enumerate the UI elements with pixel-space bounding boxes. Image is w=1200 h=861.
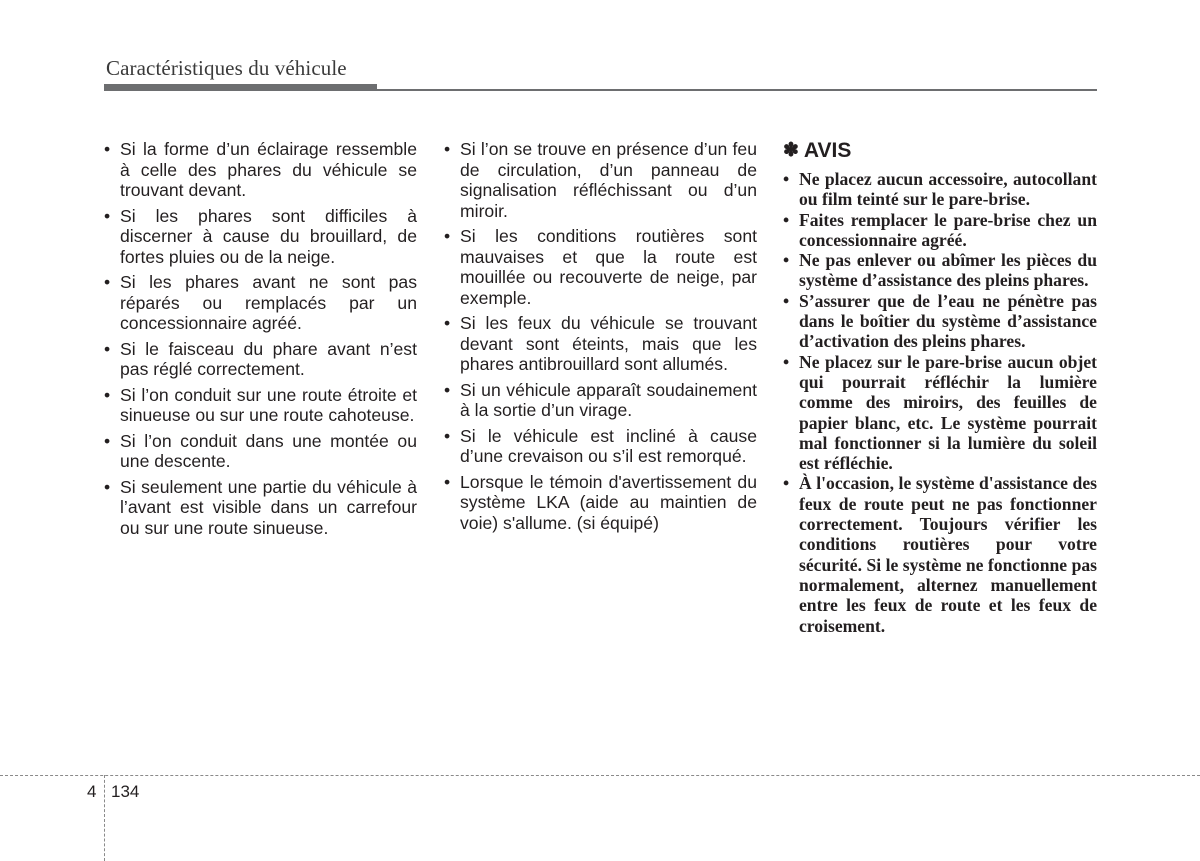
notice-box xyxy=(783,139,1097,636)
notice-heading xyxy=(783,139,1097,163)
list-item: • Si seulement une partie du véhicule à l’avant est visible dans un carrefour ou sur une route sinueuse. xyxy=(104,477,417,539)
list-item: • Si un véhicule apparaît soudainement à la sortie d’un virage. xyxy=(444,380,757,421)
notice-item: • S’assurer que de l’eau ne pénètre pas dans le boîtier du système d’assistance d’activation des pleins phares. xyxy=(783,291,1097,352)
asterisk-icon: ✽ xyxy=(783,140,799,161)
list-item: • Lorsque le témoin d'avertissement du système LKA (aide au maintien de voie) s'allume. (si équipé) xyxy=(444,472,757,534)
page-header-title: Caractéristiques du véhicule xyxy=(106,56,347,80)
footer-margin-line xyxy=(104,775,105,861)
bullet-list-middle xyxy=(444,139,757,533)
column-left xyxy=(104,139,417,543)
footer-divider xyxy=(0,775,1200,776)
list-item: • Si les feux du véhicule se trouvant devant sont éteints, mais que les phares antibrouillard sont allumés. xyxy=(444,313,757,375)
list-item: • Si la forme d’un éclairage ressemble à celle des phares du véhicule se trouvant devant. xyxy=(104,139,417,201)
list-item: • Si l’on conduit sur une route étroite et sinueuse ou sur une route cahoteuse. xyxy=(104,385,417,426)
list-item: • Si les phares avant ne sont pas réparés ou remplacés par un concessionnaire agréé. xyxy=(104,272,417,334)
chapter-number: 4 xyxy=(87,782,97,801)
list-item: • Si les conditions routières sont mauvaises et que la route est mouillée ou recouverte de neige, par exemple. xyxy=(444,226,757,308)
list-item: • Si l’on conduit dans une montée ou une descente. xyxy=(104,431,417,472)
notice-item: • Ne placez aucun accessoire, autocollant ou film teinté sur le pare-brise. xyxy=(783,169,1097,210)
bullet-list-left xyxy=(104,139,417,538)
notice-item: • Faites remplacer le pare-brise chez un concessionnaire agréé. xyxy=(783,210,1097,251)
list-item: • Si l’on se trouve en présence d’un feu de circulation, d’un panneau de signalisation réfléchissant ou d’un miroir. xyxy=(444,139,757,221)
notice-item: • À l'occasion, le système d'assistance des feux de route peut ne pas fonctionner correctement. Toujours vérifier les conditions routières pour votre sécurité. Si le système ne fonctionne pas normalement, alternez manuellement entre les feux de route et les feux de croisement. xyxy=(783,473,1097,635)
notice-list xyxy=(783,169,1097,636)
list-item: • Si les phares sont difficiles à discerner à cause du brouillard, de fortes pluies ou de la neige. xyxy=(104,206,417,268)
page-number: 134 xyxy=(111,782,140,801)
header-rule xyxy=(104,89,1097,91)
notice-title: AVIS xyxy=(803,139,852,162)
notice-item: • Ne placez sur le pare-brise aucun objet qui pourrait réfléchir la lumière comme des miroirs, des feuilles de papier blanc, etc. Le système pourrait mal fonctionner si la lumière du soleil est réfléchie. xyxy=(783,352,1097,474)
list-item: • Si le véhicule est incliné à cause d’une crevaison ou s’il est remorqué. xyxy=(444,426,757,467)
list-item: • Si le faisceau du phare avant n’est pas réglé correctement. xyxy=(104,339,417,380)
column-middle xyxy=(444,139,757,538)
notice-item: • Ne pas enlever ou abîmer les pièces du système d’assistance des pleins phares. xyxy=(783,250,1097,291)
